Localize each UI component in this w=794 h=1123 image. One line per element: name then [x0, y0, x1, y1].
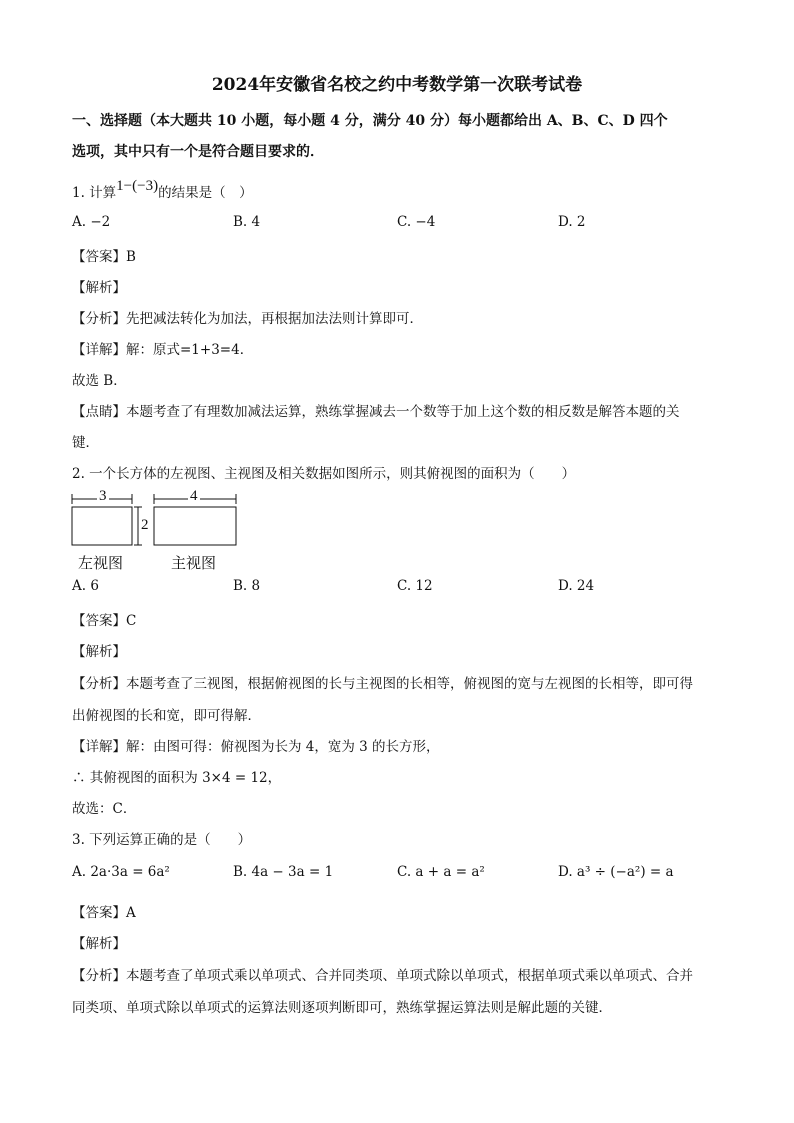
left-view-caption: 左视图 — [78, 554, 124, 572]
left-width-label: 3 — [99, 488, 107, 504]
q1-analysis-head: 【解析】 — [72, 280, 126, 296]
q1-prefix: 1. 计算 — [72, 185, 117, 201]
front-width-label: 4 — [190, 488, 198, 504]
q1-fenxi: 【分析】先把减法转化为加法，再根据加法法则计算即可． — [72, 311, 423, 327]
q2-xiangjie: 【详解】解：由图可得：俯视图为长为 4，宽为 3 的长方形， — [72, 739, 440, 755]
q3-option-d: D. a³ ÷ (−a²) = a — [558, 864, 674, 880]
front-view-rectangle — [154, 507, 236, 545]
front-view-caption: 主视图 — [171, 554, 217, 572]
section-heading-line-1: 一、选择题（本大题共 10 小题，每小题 4 分，满分 40 分）每小题都给出 A、B、C、D 四个 — [72, 113, 668, 129]
q2-stem: 2. 一个长方体的左视图、主视图及相关数据如图所示，则其俯视图的面积为（ ） — [72, 466, 576, 482]
q1-option-c: C. −4 — [397, 214, 436, 230]
q2-option-c: C. 12 — [397, 578, 433, 594]
q2-analysis-head: 【解析】 — [72, 644, 126, 660]
document-title: 2024年安徽省名校之约中考数学第一次联考试卷 — [211, 75, 583, 95]
q2-therefore: ∴ 其俯视图的面积为 3×4 = 12， — [72, 770, 282, 786]
q2-option-d: D. 24 — [558, 578, 595, 594]
q2-figure — [68, 488, 248, 550]
q1-xiangjie: 【详解】解：原式=1+3=4． — [72, 342, 254, 358]
q1-expression: 1−(−3) — [116, 178, 159, 194]
q3-option-a: A. 2a·3a = 6a² — [72, 864, 170, 880]
q3-answer: 【答案】A — [72, 905, 136, 921]
q1-dianjing-line-1: 【点睛】本题考查了有理数加减法运算，熟练掌握减去一个数等于加上这个数的相反数是解答本题的关 — [72, 404, 680, 420]
q3-fenxi-line-2: 同类项、单项式除以单项式的运算法则逐项判断即可，熟练掌握运算法则是解此题的关键． — [72, 1000, 612, 1016]
q3-analysis-head: 【解析】 — [72, 936, 126, 952]
q2-choose: 故选：C． — [72, 801, 137, 817]
q2-option-b: B. 8 — [233, 578, 261, 594]
q2-answer: 【答案】C — [72, 613, 137, 629]
q1-suffix: 的结果是（ ） — [158, 185, 253, 201]
section-heading-line-2: 选项，其中只有一个是符合题目要求的． — [72, 144, 324, 160]
q2-fenxi-line-2: 出俯视图的长和宽，即可得解． — [72, 708, 261, 724]
q1-stem — [72, 178, 253, 202]
q1-answer: 【答案】B — [72, 249, 136, 265]
q1-option-d: D. 2 — [558, 214, 586, 230]
height-label: 2 — [141, 517, 149, 533]
q2-option-a: A. 6 — [72, 578, 99, 594]
left-view-rectangle — [72, 507, 132, 545]
q3-stem: 3. 下列运算正确的是（ ） — [72, 832, 252, 848]
q1-option-b: B. 4 — [233, 214, 261, 230]
q1-option-a: A. −2 — [72, 214, 111, 230]
q3-option-b: B. 4a − 3a = 1 — [233, 864, 334, 880]
q1-dianjing-line-2: 键． — [72, 435, 99, 451]
q1-choose: 故选 B． — [72, 373, 127, 389]
q2-fenxi-line-1: 【分析】本题考查了三视图，根据俯视图的长与主视图的长相等，俯视图的宽与左视图的长相等，即可得 — [72, 676, 693, 692]
q3-fenxi-line-1: 【分析】本题考查了单项式乘以单项式、合并同类项、单项式除以单项式，根据单项式乘以单项式、合并 — [72, 968, 693, 984]
q3-option-c: C. a + a = a² — [397, 864, 485, 880]
